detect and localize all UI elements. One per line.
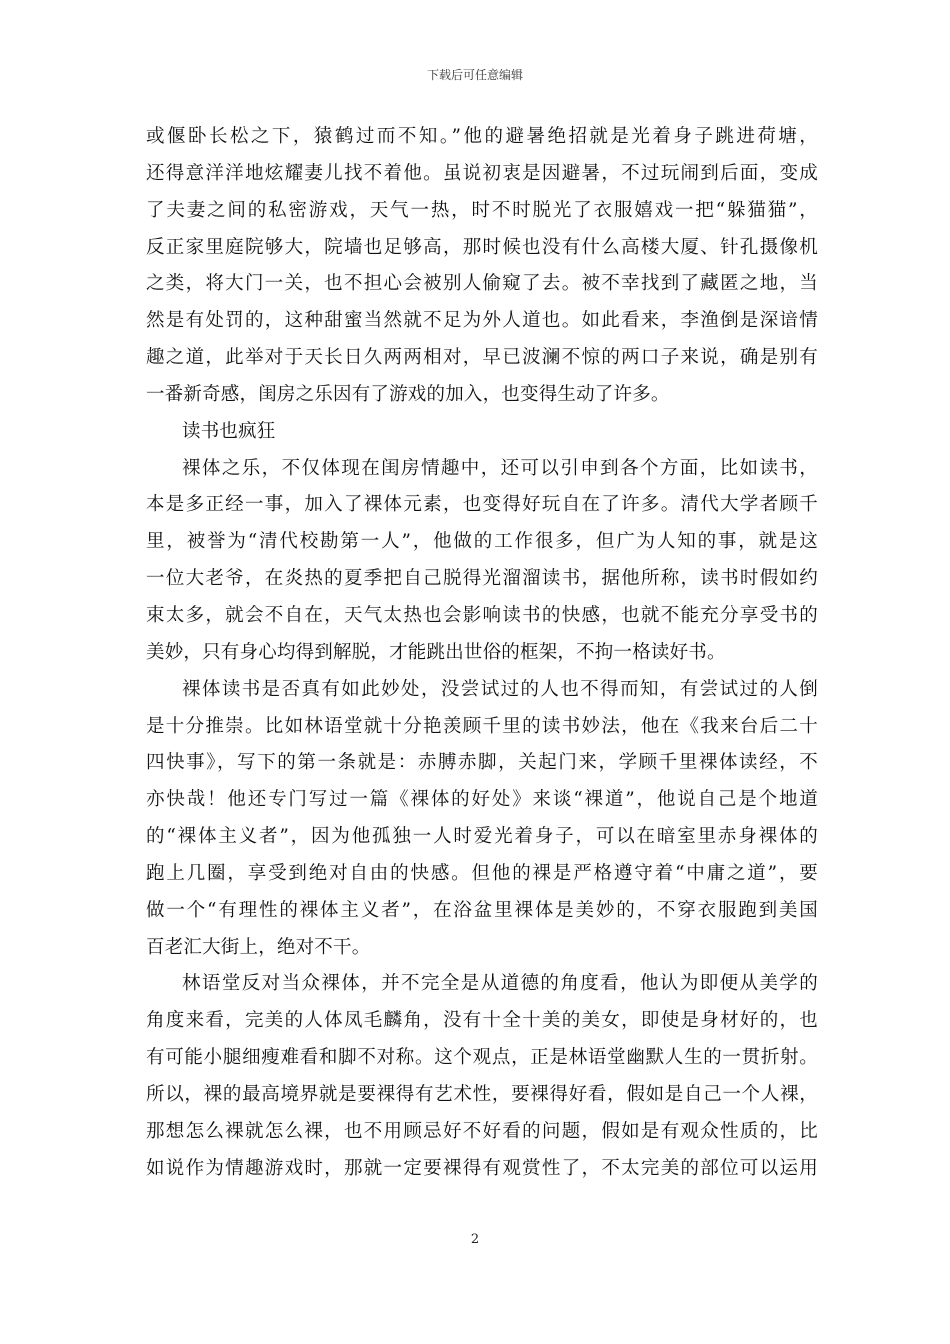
paragraph-line: 或偃卧长松之下，猿鹤过而不知。”他的避暑绝招就是光着身子跳进荷塘， bbox=[146, 126, 818, 147]
paragraph-line: 角度来看，完美的人体凤毛麟角，没有十全十美的美女，即使是身材好的，也 bbox=[146, 1010, 818, 1032]
paragraph-line: 趣之道，此举对于天长日久两两相对，早已波澜不惊的两口子来说，确是别有 bbox=[146, 347, 818, 369]
paragraph-line: 里，被誉为“清代校勘第一人”，他做的工作很多，但广为人知的事，就是这 bbox=[146, 531, 818, 553]
paragraph-line: 了夫妻之间的私密游戏，天气一热，时不时脱光了衣服嬉戏一把“躲猫猫”， bbox=[146, 199, 818, 221]
paragraph-line: 那想怎么裸就怎么裸，也不用顾忌好不好看的问题，假如是有观众性质的，比 bbox=[146, 1120, 818, 1142]
paragraph-line: 四快事》，写下的第一条就是：赤膊赤脚，关起门来，学顾千里裸体读经，不 bbox=[146, 752, 818, 774]
paragraph-line: 如说作为情趣游戏时，那就一定要裸得有观赏性了，不太完美的部位可以运用 bbox=[146, 1157, 818, 1179]
paragraph-line: 还得意洋洋地炫耀妻儿找不着他。虽说初衷是因避暑，不过玩闹到后面，变成 bbox=[146, 162, 818, 184]
paragraph-line: 的“裸体主义者”，因为他孤独一人时爱光着身子，可以在暗室里赤身裸体的 bbox=[146, 826, 818, 848]
paragraph-line: 是十分推崇。比如林语堂就十分艳羡顾千里的读书妙法，他在《我来台后二十 bbox=[146, 715, 818, 737]
paragraph-line: 做一个“有理性的裸体主义者”，在浴盆里裸体是美妙的，不穿衣服跑到美国 bbox=[146, 899, 818, 921]
paragraph-line: 然是有处罚的，这种甜蜜当然就不足为外人道也。如此看来，李渔倒是深谙情 bbox=[146, 310, 818, 332]
section-heading: 读书也疯狂 bbox=[182, 420, 276, 442]
paragraph-line: 本是多正经一事，加入了裸体元素，也变得好玩自在了许多。清代大学者顾千 bbox=[146, 494, 818, 516]
page-header: 下载后可任意编辑 bbox=[426, 68, 523, 82]
paragraph-line: 林语堂反对当众裸体，并不完全是从道德的角度看，他认为即便从美学的 bbox=[182, 973, 818, 995]
paragraph-line: 亦快哉！他还专门写过一篇《裸体的好处》来谈“裸道”，他说自己是个地道 bbox=[146, 789, 818, 811]
paragraph-line: 裸体之乐，不仅体现在闺房情趣中，还可以引申到各个方面，比如读书， bbox=[182, 457, 818, 479]
paragraph-line: 跑上几圈，享受到绝对自由的快感。但他的裸是严格遵守着“中庸之道”，要 bbox=[146, 862, 818, 884]
paragraph-line: 束太多，就会不自在，天气太热也会影响读书的快感，也就不能充分享受书的 bbox=[146, 604, 818, 626]
paragraph-line: 有可能小腿细瘦难看和脚不对称。这个观点，正是林语堂幽默人生的一贯折射。 bbox=[146, 1047, 818, 1069]
paragraph-line: 之类，将大门一关，也不担心会被别人偷窥了去。被不幸找到了藏匿之地，当 bbox=[146, 273, 818, 295]
paragraph-line: 所以，裸的最高境界就是要裸得有艺术性，要裸得好看，假如是自己一个人裸， bbox=[146, 1083, 818, 1105]
document-body bbox=[146, 119, 818, 1187]
paragraph-line: 一番新奇感，闺房之乐因有了游戏的加入，也变得生动了许多。 bbox=[146, 383, 670, 405]
paragraph-line: 反正家里庭院够大，院墙也足够高，那时候也没有什么高楼大厦、针孔摄像机 bbox=[146, 236, 818, 258]
page-number: 2 bbox=[470, 1232, 480, 1247]
paragraph-line: 百老汇大街上，绝对不干。 bbox=[146, 936, 371, 958]
paragraph-line: 一位大老爷，在炎热的夏季把自己脱得光溜溜读书，据他所称，读书时假如约 bbox=[146, 568, 818, 590]
paragraph-line: 美妙，只有身心均得到解脱，才能跳出世俗的框架，不拘一格读好书。 bbox=[146, 641, 726, 663]
paragraph-line: 裸体读书是否真有如此妙处，没尝试过的人也不得而知，有尝试过的人倒 bbox=[182, 678, 818, 700]
